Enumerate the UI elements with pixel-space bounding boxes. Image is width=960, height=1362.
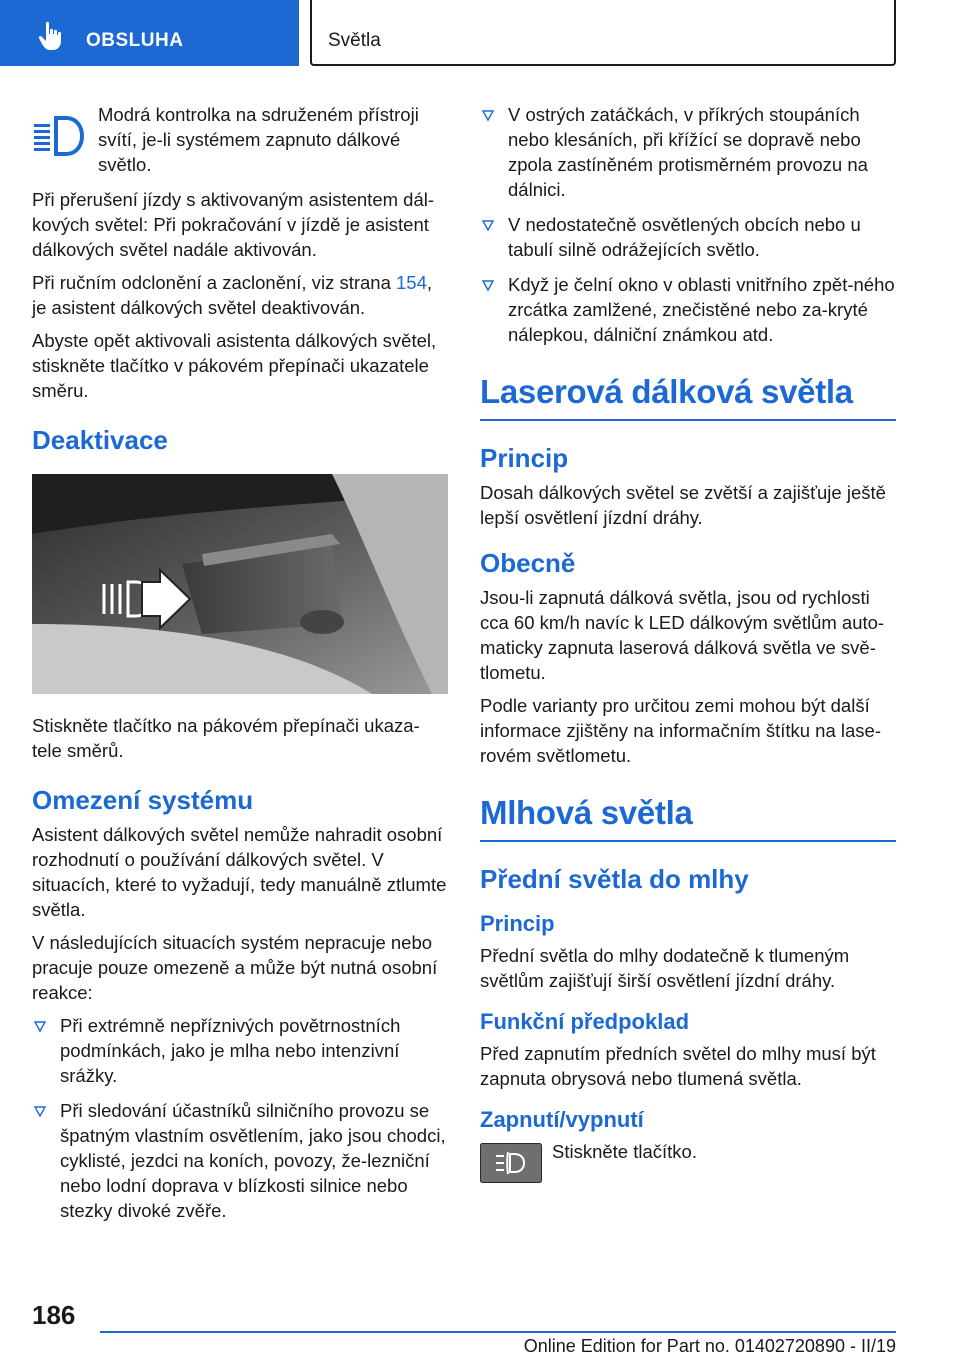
left-column: [32, 102, 448, 1233]
press-button-text: Stiskněte tlačítko.: [552, 1141, 697, 1162]
bullet-triangle-icon: [482, 280, 494, 292]
paragraph-princip-mlha: Přední světla do mlhy dodatečně k tlumeným světlům zajišťují širší osvětlení jízdní dráhy.: [480, 945, 850, 991]
right-column: [480, 102, 896, 1183]
list-item-text: Když je čelní okno v oblasti vnitřního zpět‐ného zrcátka zamlžené, znečistěné nebo za‐kryté nálepkou, dálniční známkou atd.: [508, 274, 895, 345]
heading-zapnuti: Zapnutí/vypnutí: [480, 1107, 644, 1132]
list-item: [480, 102, 896, 202]
limitations-list-right: [480, 102, 896, 347]
heading-deaktivace: Deaktivace: [32, 425, 168, 455]
paragraph-limits: Asistent dálkových světel nemůže nahradit osobní rozhodnutí o používání dálkových světel. V situacích, které to vyžadují, tedy manuálně ztlumte světla.: [32, 824, 447, 920]
paragraph-obecne-1: Jsou-li zapnutá dálková světla, jsou od rychlosti cca 60 km/h navíc k LED dálkovým světlům auto‐maticky zapnuta laserová dálková světla ve svě‐tlometu.: [480, 587, 885, 683]
list-item-text: Při extrémně nepříznivých povětrnostních podmínkách, jako je mlha nebo intenzivní srážky.: [60, 1015, 401, 1086]
section-label: OBSLUHA: [86, 30, 184, 51]
heading-funkcni-predpoklad: Funkční předpoklad: [480, 1009, 690, 1034]
heading-mlhova: Mlhová světla: [480, 794, 896, 842]
fog-button-row: [480, 1139, 896, 1183]
page-footer: [0, 1290, 960, 1362]
list-item: [32, 1098, 448, 1223]
footer-divider: [100, 1331, 896, 1333]
heading-princip-mlha: Princip: [480, 911, 555, 936]
limitations-list-left: [32, 1013, 448, 1223]
list-item: [480, 212, 896, 262]
paragraph-princip-laser: Dosah dálkových světel se zvětší a zajišťuje ještě lepší osvětlení jízdní dráhy.: [480, 482, 886, 528]
list-item-text: V ostrých zatáčkách, v příkrých stoupáních nebo klesáních, při křížící se dopravě nebo zpola zastíněném protisměrném provozu na dálnici.: [508, 104, 868, 200]
paragraph-funkcni-predpoklad: Před zapnutím předních světel do mlhy musí být zapnuta obrysová nebo tlumená světla.: [480, 1043, 876, 1089]
section-tab[interactable]: [0, 0, 299, 66]
high-beam-indicator-icon: [32, 112, 90, 158]
breadcrumb: [310, 0, 896, 66]
paragraph-reactivate: Abyste opět aktivovali asistenta dálkových světel, stiskněte tlačítko v pákovém přepínači ukazatele směru.: [32, 330, 437, 401]
paragraph-situations: V následujících situacích systém nepracuje nebo pracuje pouze omezeně a může být nutná osobní reakce:: [32, 932, 438, 1003]
figure-caption: Stiskněte tlačítko na pákovém přepínači ukaza‐tele směrů.: [32, 715, 420, 761]
bullet-triangle-icon: [34, 1021, 46, 1033]
heading-laser: Laserová dálková světla: [480, 373, 896, 421]
paragraph-obecne-2: Podle varianty pro určitou zemi mohou být další informace zjištěny na informačním štítku na lase‐rovém světlometu.: [480, 695, 881, 766]
page-number: 186: [32, 1300, 76, 1330]
list-item: [32, 1013, 448, 1088]
paragraph-interruption: Při přerušení jízdy s aktivovaným asistentem dál‐kových světel: Při pokračování v jízdě je asistent dálkových světel nadále aktivován.: [32, 189, 435, 260]
heading-princip-laser: Princip: [480, 443, 569, 473]
edition-text: Online Edition for Part no. 01402720890 - II/19: [523, 1336, 896, 1356]
heading-predni-mlhovky: Přední světla do mlhy: [480, 864, 749, 894]
front-fog-light-button-icon: [480, 1143, 542, 1183]
list-item-text: V nedostatečně osvětlených obcích nebo u tabulí silně odrážejících světlo.: [508, 214, 861, 260]
heading-obecne: Obecně: [480, 548, 576, 578]
breadcrumb-label: Světla: [328, 30, 381, 51]
paragraph-text-after: , je asistent dálkových světel deaktivován.: [32, 272, 433, 318]
list-item-text: Při sledování účastníků silničního provozu se špatným vlastním osvětlením, jako jsou chodci, cyklisté, jezdci na koních, povozy, že‐lezniční nebo lodní doprava v blízkosti silnice nebo stezky divoké zvěře.: [60, 1100, 446, 1221]
hand-pointer-icon: [34, 19, 68, 53]
turn-signal-lever-illustration: [32, 474, 448, 694]
indicator-text: Modrá kontrolka na sdruženém přístroji svítí, je-li systémem zapnuto dálkové světlo.: [98, 104, 419, 175]
indicator-note: [32, 102, 448, 177]
bullet-triangle-icon: [482, 220, 494, 232]
paragraph-manual-dimming: [32, 270, 448, 320]
bullet-triangle-icon: [482, 110, 494, 122]
heading-omezeni: Omezení systému: [32, 785, 254, 815]
page-link-154[interactable]: 154: [396, 272, 427, 293]
page-header: [0, 0, 960, 66]
bullet-triangle-icon: [34, 1106, 46, 1118]
list-item: [480, 272, 896, 347]
paragraph-text-before: Při ručním odclonění a zaclonění, viz strana: [32, 272, 397, 293]
